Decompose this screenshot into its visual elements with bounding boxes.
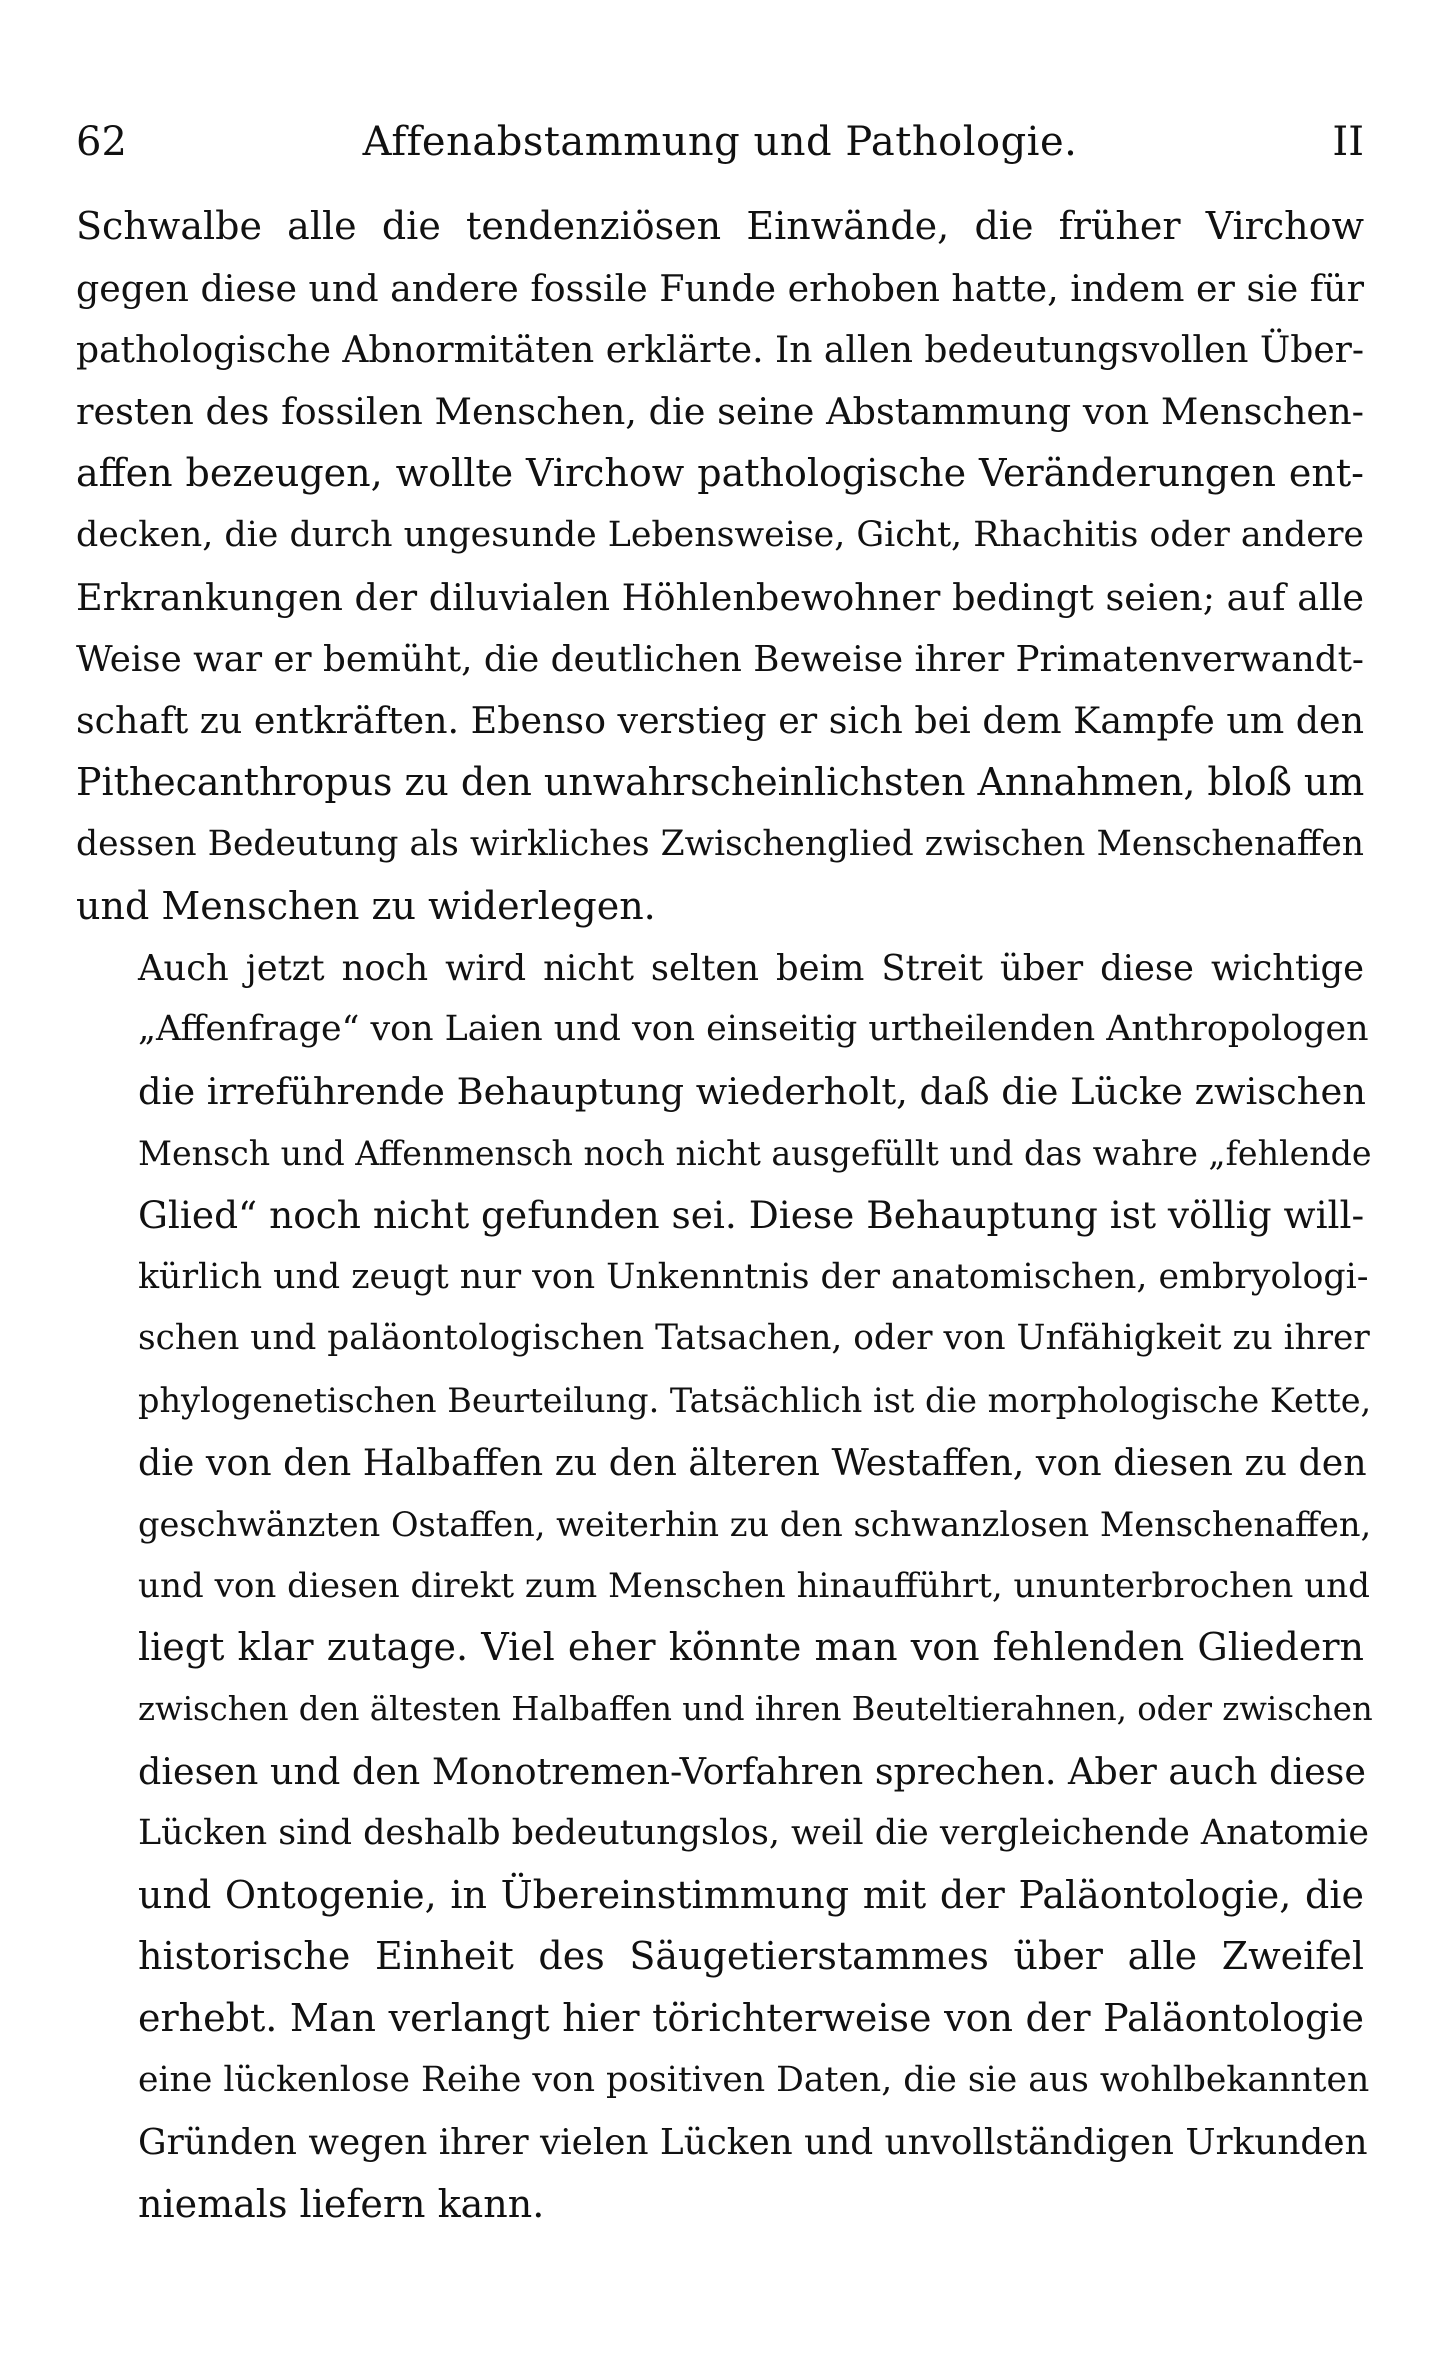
text-line: historische Einheit des Säugetierstammes über alle Zweifel xyxy=(138,1934,1364,1979)
text-line: gegen diese und andere fossile Funde erhoben hatte, indem er sie für xyxy=(76,266,1364,310)
text-line: dessen Bedeutung als wirkliches Zwischenglied zwischen Menschenaffen xyxy=(76,823,1364,864)
text-line: Mensch und Affenmensch noch nicht ausgefüllt und das wahre „fehlende xyxy=(138,1133,1372,1173)
text-line: zwischen den ältesten Halbaffen und ihren Beuteltierahnen, oder zwischen xyxy=(138,1690,1373,1729)
text-line: Pithecanthropus zu den unwahrscheinlichsten Annahmen, bloß um xyxy=(76,760,1365,805)
text-line: decken, die durch ungesunde Lebensweise, Gicht, Rhachitis oder andere xyxy=(76,514,1364,555)
text-line: Lücken sind deshalb bedeutungslos, weil die vergleichende Anatomie xyxy=(138,1812,1370,1853)
text-line: pathologische Abnormitäten erklärte. In allen bedeutungsvollen Über- xyxy=(76,329,1365,371)
text-line: schen und paläontologischen Tatsachen, oder von Unfähigkeit zu ihrer xyxy=(138,1318,1370,1359)
text-line: geschwänzten Ostaffen, weiterhin zu den schwanzlosen Menschenaffen, xyxy=(138,1504,1372,1544)
text-line: und von diesen direkt zum Menschen hinaufführt, ununterbrochen und xyxy=(138,1565,1370,1606)
text-line: und Ontogenie, in Übereinstimmung mit der Paläontologie, die xyxy=(138,1872,1364,1917)
text-line: und Menschen zu widerlegen. xyxy=(76,883,656,928)
paragraph xyxy=(76,938,1373,2236)
text-line: phylogenetischen Beurteilung. Tatsächlich ist die morphologische Kette, xyxy=(138,1381,1372,1421)
text-line: Auch jetzt noch wird nicht selten beim Streit über diese wichtige xyxy=(138,947,1364,989)
text-line: niemals liefern kann. xyxy=(138,2181,545,2226)
paragraph xyxy=(76,196,1364,938)
body-text xyxy=(76,196,1373,2235)
text-line: Gründen wegen ihrer vielen Lücken und unvollständigen Urkunden xyxy=(138,2121,1368,2163)
text-line: Weise war er bemüht, die deutlichen Beweise ihrer Primatenverwandt- xyxy=(76,638,1364,680)
text-line: Schwalbe alle die tendenziösen Einwände, die früher Virchow xyxy=(76,204,1364,248)
page-header xyxy=(76,112,1364,172)
text-line: resten des fossilen Menschen, die seine Abstammung von Menschen- xyxy=(76,390,1364,434)
text-line: die irreführende Behauptung wiederholt, daß die Lücke zwischen xyxy=(138,1070,1366,1114)
text-line: Erkrankungen der diluvialen Höhlenbewohner bedingt seien; auf alle xyxy=(76,575,1364,619)
text-line: diesen und den Monotremen-Vorfahren sprechen. Aber auch diese xyxy=(138,1749,1366,1793)
chapter-number: II xyxy=(1332,119,1364,165)
page-number: 62 xyxy=(76,119,127,165)
text-line: liegt klar zutage. Viel eher könnte man von fehlenden Gliedern xyxy=(138,1625,1364,1670)
text-line: schaft zu entkräften. Ebenso verstieg er sich bei dem Kampfe um den xyxy=(76,699,1364,743)
running-title: Affenabstammung und Pathologie. xyxy=(362,119,1078,165)
text-line: die von den Halbaffen zu den älteren Westaffen, von diesen zu den xyxy=(138,1440,1367,1484)
text-line: kürlich und zeugt nur von Unkenntnis der anatomischen, embryologi- xyxy=(138,1256,1369,1297)
text-line: erhebt. Man verlangt hier törichterweise von der Paläontologie xyxy=(138,1996,1364,2041)
text-line: eine lückenlose Reihe von positiven Daten, die sie aus wohlbekannten xyxy=(138,2059,1370,2100)
text-line: Glied“ noch nicht gefunden sei. Diese Behauptung ist völlig will- xyxy=(138,1192,1365,1237)
text-line: affen bezeugen, wollte Virchow pathologische Veränderungen ent- xyxy=(76,451,1364,496)
text-line: „Affenfrage“ von Laien und von einseitig urtheilenden Anthropologen xyxy=(138,1009,1369,1050)
